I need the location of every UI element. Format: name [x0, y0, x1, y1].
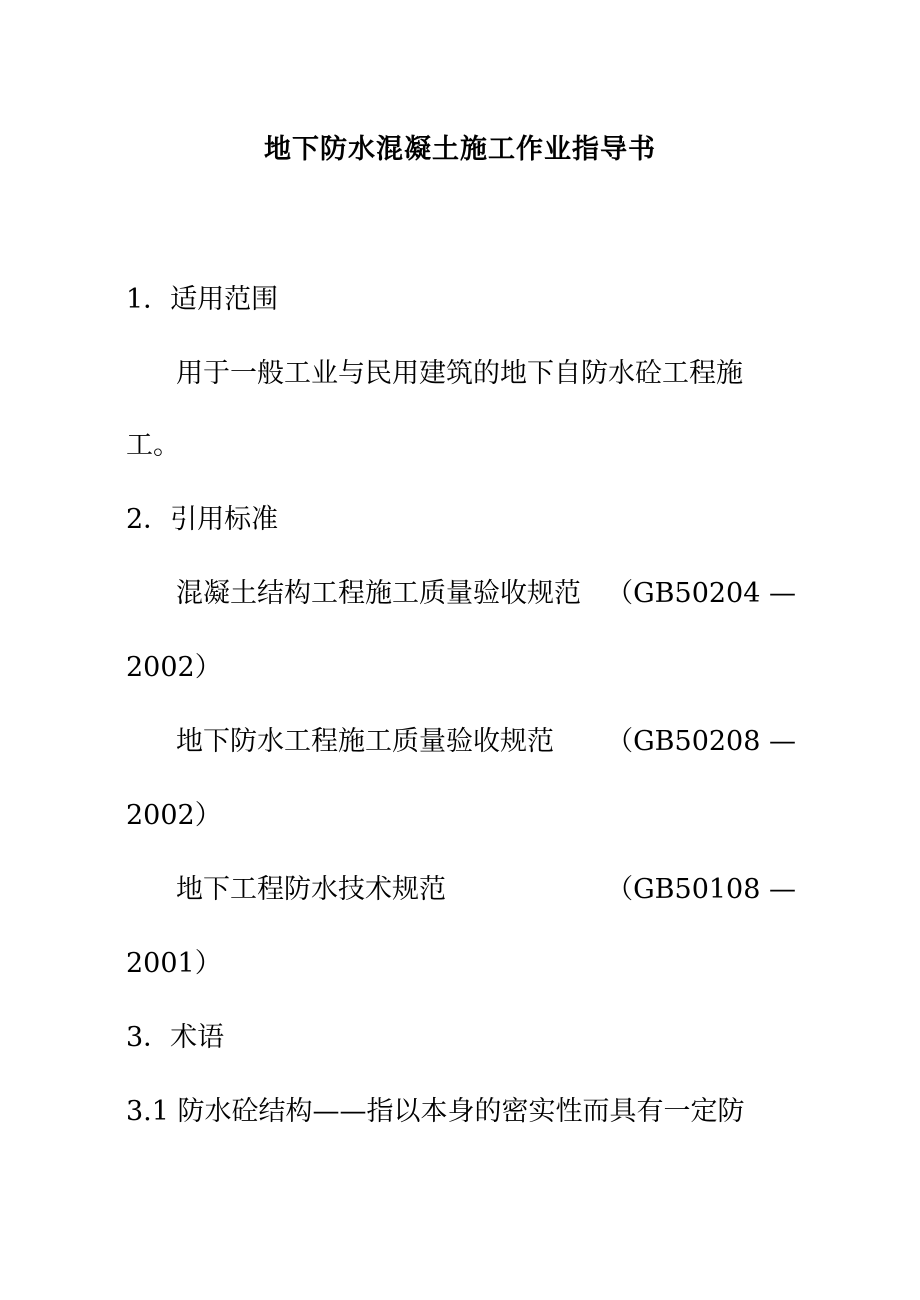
- document-title: 地下防水混凝土施工作业指导书: [264, 134, 656, 165]
- section-3-item-1: 3.1 防水砼结构——指以本身的密实性而具有一定防: [126, 1096, 745, 1127]
- section-1-body-line-1: 用于一般工业与民用建筑的地下自防水砼工程施: [176, 358, 743, 389]
- reference-year-3: 2001）: [126, 948, 222, 979]
- reference-year-1: 2002）: [126, 652, 222, 683]
- reference-standard-3: [176, 870, 796, 910]
- reference-code: （GB50208 —: [606, 726, 796, 757]
- section-1-heading: 1．适用范围: [126, 284, 279, 315]
- reference-code: （GB50108 —: [606, 874, 796, 905]
- reference-standard-1: [176, 574, 796, 614]
- reference-year-2: 2002）: [126, 800, 222, 831]
- reference-name: 地下工程防水技术规范: [176, 874, 446, 905]
- reference-name: 混凝土结构工程施工质量验收规范: [176, 578, 581, 609]
- section-2-heading: 2．引用标准: [126, 504, 279, 535]
- reference-code: （GB50204 —: [606, 578, 796, 609]
- section-1-body-line-2: 工。: [126, 430, 180, 461]
- section-3-heading: 3．术语: [126, 1022, 225, 1053]
- reference-name: 地下防水工程施工质量验收规范: [176, 726, 554, 757]
- reference-standard-2: [176, 722, 796, 762]
